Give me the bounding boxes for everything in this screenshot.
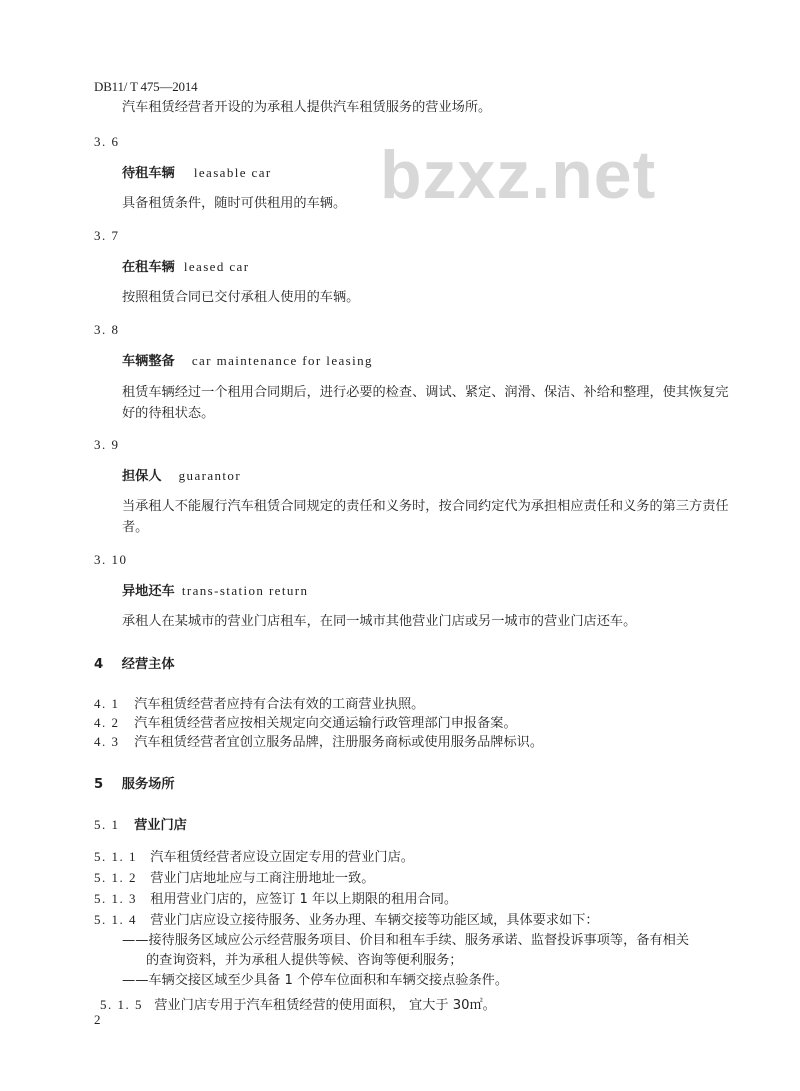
section-number: 5 [94,777,104,792]
term-entry [122,465,241,487]
list-item [94,888,457,910]
term-chinese: 在租车辆 [122,260,175,275]
doc-code-header: DB11/ T 475—2014 [94,79,198,94]
section-title: 经营主体 [121,657,175,672]
watermark-logo [380,136,657,216]
term-definition: 承租人在某城市的营业门店租车，在同一城市其他营业门店或另一城市的营业门店还车。 [122,614,637,629]
item-text: 营业门店地址应与工商注册地址一致。 [150,871,375,886]
section-number: 4 [94,657,104,672]
list-item [94,867,374,889]
item-number: 4. 1 [94,696,120,711]
svg-text:bzxz.net: bzxz.net [380,137,657,213]
term-chinese: 待租车辆 [122,166,175,181]
term-definition: 按照租赁合同已交付承租人使用的车辆。 [122,290,360,305]
term-chinese: 异地还车 [122,584,175,599]
item-number: 5. 1. 3 [94,891,137,906]
item-text: 汽车租赁经营者宜创立服务品牌，注册服务商标或使用服务品牌标识。 [134,735,544,750]
subsection-heading [94,814,187,836]
item-text: 汽车租赁经营者应持有合法有效的工商营业执照。 [134,697,425,712]
term-definition: 当承租人不能履行汽车租赁合同规定的责任和义务时，按合同约定代为承担相应责任和义务的第三方责任者。 [122,499,729,535]
item-text: 汽车租赁经营者应按相关规定向交通运输行政管理部门申报备案。 [134,716,517,731]
term-definition: 具备租赁条件，随时可供租用的车辆。 [122,196,347,211]
section-heading [94,774,175,795]
clause-number: 3. 7 [94,228,120,243]
list-item [94,731,543,753]
item-text: 营业门店专用于汽车租赁经营的使用面积， 宜大于 30㎡。 [154,998,496,1013]
term-entry [122,256,249,278]
dash-list-item-continuation: 的查询资料，并为承租人提供等候、咨询等便利服务； [146,953,463,968]
term-english: guarantor [178,468,242,483]
clause-number: 3. 10 [94,552,128,567]
term-english: car maintenance for leasing [191,353,373,368]
item-number: 4. 2 [94,715,120,730]
term-entry [122,162,272,184]
list-item [100,994,496,1016]
section-heading [94,654,175,675]
clause-number: 3. 9 [94,437,120,452]
page-number: 2 [94,1012,101,1027]
term-entry [122,350,373,372]
term-chinese: 担保人 [122,469,162,484]
item-text: 租用营业门店的，应签订 1 年以上期限的租用合同。 [150,892,458,907]
clause-number: 3. 6 [94,134,120,149]
item-text: 营业门店应设立接待服务、业务办理、车辆交接等功能区域，具体要求如下： [150,913,599,928]
term-definition: 租赁车辆经过一个租用合同期后，进行必要的检查、调试、紧定、润滑、保洁、补给和整理，使其恢复完好的待租状态。 [122,385,729,421]
item-number: 5. 1. 2 [94,870,137,885]
clause-number: 3. 8 [94,322,120,337]
item-number: 5. 1. 5 [100,997,143,1012]
term-entry [122,580,308,602]
section-title: 服务场所 [121,777,175,792]
subsection-title: 营业门店 [134,818,187,833]
term-chinese: 车辆整备 [122,354,175,369]
item-number: 4. 3 [94,734,120,749]
item-number: 5. 1. 1 [94,849,137,864]
term-english: leased car [183,259,250,274]
list-item [94,909,599,931]
subsection-number: 5. 1 [94,817,120,832]
item-number: 5. 1. 4 [94,912,137,927]
dash-list-item: ——接待服务区域应公示经营服务项目、价目和租车手续、服务承诺、监督投诉事项等，备有相关 [122,933,690,948]
list-item [94,846,414,868]
intro-definition-text: 汽车租赁经营者开设的为承租人提供汽车租赁服务的营业场所。 [122,100,492,115]
term-english: trans-station return [181,583,309,598]
item-text: 汽车租赁经营者应设立固定专用的营业门店。 [150,850,414,865]
term-english: leasable car [193,165,272,180]
dash-list-item: ——车辆交接区域至少具备 1 个停车位面积和车辆交接点验条件。 [122,973,509,988]
